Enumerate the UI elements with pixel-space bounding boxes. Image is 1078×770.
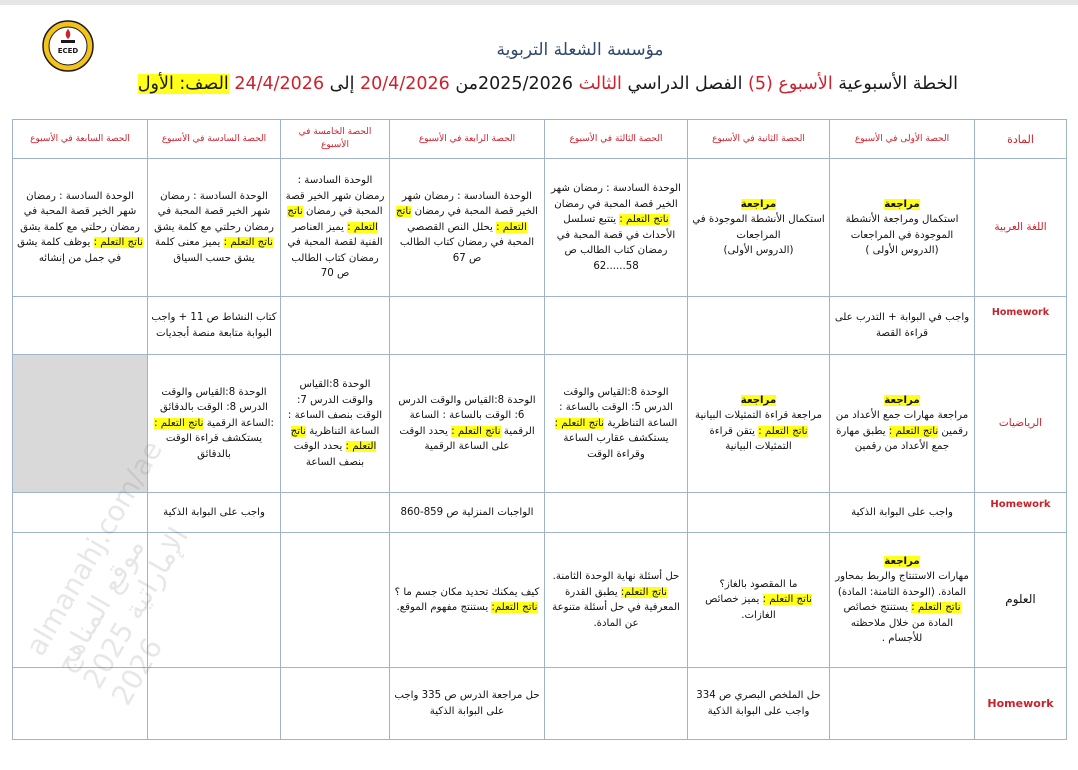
cell-text: استكمال الأنشطة الموجودة في المراجعات — [692, 214, 825, 241]
outcome-label: ناتج التعلم: — [620, 586, 668, 598]
cell-text: مراجعة مهارات جمع الأعداد من رقمين — [835, 410, 969, 437]
col-p4: الحصة الرابعة في الأسبوع — [390, 120, 545, 159]
cell-text: يميز العناصر الفنية لقصة المحبة في رمضان كتاب الطالب ص 70 — [287, 221, 383, 280]
arabic-hw-p6: كتاب النشاط ص 11 + واجب البوابة متابعة منصة أبجديات — [148, 297, 281, 355]
arabic-hw-p1: واجب في البوابة + التدرب على قراءة القصة — [830, 297, 975, 355]
arabic-hw-p3 — [545, 297, 688, 355]
cell-text: يستنتج خصائص المادة من خلال ملاحظته للأجسام . — [843, 602, 954, 644]
outcome-label: ناتج التعلم : — [290, 425, 377, 452]
col-p2: الحصة الثانية في الأسبوع — [688, 120, 830, 159]
cell-text: يتتبع تسلسل الأحداث في قصة المحبة في رمضان كتاب الطالب ص 58......62 — [556, 214, 676, 272]
cell-text: يحدد الوقت بنصف الساعة — [293, 441, 365, 468]
arabic-p6 — [148, 159, 281, 297]
outcome-label: ناتج التعلم : — [93, 237, 143, 249]
math-p2 — [688, 355, 830, 493]
review-tag: مراجعة — [884, 555, 920, 567]
outcome-label: ناتج التعلم : — [911, 602, 961, 613]
institution-name: مؤسسة الشعلة التربوية — [496, 40, 664, 60]
science-hw-p4: حل مراجعة الدرس ص 335 واجب على البوابة الذكية — [390, 668, 545, 740]
date-to-prefix: إلى — [329, 74, 355, 94]
school-logo — [42, 20, 94, 72]
subject-arabic: اللغة العربية — [975, 159, 1067, 297]
homework-label: Homework — [975, 493, 1067, 533]
top-strip — [0, 0, 1078, 5]
arabic-homework-row — [13, 297, 1067, 355]
science-hw-p2: حل الملخص البصري ص 334 واجب على البوابة الذكية — [688, 668, 830, 740]
math-homework-row — [13, 493, 1067, 533]
outcome-label: ناتج التعلم : — [554, 417, 604, 429]
science-p6 — [148, 533, 281, 668]
outcome-label: ناتج التعلم : — [154, 417, 204, 429]
science-p5 — [281, 533, 390, 668]
science-hw-p7 — [13, 668, 148, 740]
homework-label: Homework — [975, 297, 1067, 355]
math-p3 — [545, 355, 688, 493]
science-p7 — [13, 533, 148, 668]
arabic-p2 — [688, 159, 830, 297]
math-hw-p6: واجب على البوابة الذكية — [148, 493, 281, 533]
math-hw-p5 — [281, 493, 390, 533]
arabic-p7 — [13, 159, 148, 297]
outcome-label: ناتج التعلم: — [491, 602, 538, 613]
science-hw-p5 — [281, 668, 390, 740]
logo-text: ECED — [57, 47, 79, 55]
header-row — [13, 120, 1067, 159]
cell-text: يميز معنى كلمة يشق حسب السياق — [154, 237, 255, 264]
col-p6: الحصة السادسة في الأسبوع — [148, 120, 281, 159]
math-p5 — [281, 355, 390, 493]
date-to: 24/4/2026 — [234, 74, 325, 94]
col-p3: الحصة الثالثة في الأسبوع — [545, 120, 688, 159]
cell-text: يستكشف قراءة الوقت بالدقائق — [165, 433, 263, 460]
col-p1: الحصة الأولى في الأسبوع — [830, 120, 975, 159]
cell-text: الوحدة 8:القياس والوقت الدرس 8: الوقت بالدقائق :الساعة الرقمية — [159, 386, 274, 429]
arabic-p1 — [830, 159, 975, 297]
week-label: الأسبوع (5) — [748, 74, 833, 94]
science-homework-row — [13, 668, 1067, 740]
math-hw-p2 — [688, 493, 830, 533]
arabic-p5 — [281, 159, 390, 297]
cell-text: كيف يمكنك تحديد مكان جسم ما ؟ — [394, 586, 540, 598]
math-p6 — [148, 355, 281, 493]
cell-text: (الدروس الأولى) — [723, 245, 794, 256]
arabic-row — [13, 159, 1067, 297]
math-hw-p4: الواجبات المنزلية ص 859-860 — [390, 493, 545, 533]
cell-text: يستكشف عقارب الساعة وقراءة الوقت — [563, 433, 669, 460]
math-p7 — [13, 355, 148, 493]
cell-text: الوحدة السادسة : رمضان شهر الخير قصة المحبة في رمضان — [402, 190, 539, 218]
plan-heading — [120, 74, 958, 94]
cell-text: مراجعة قراءة التمثيلات البيانية — [694, 410, 823, 421]
science-row — [13, 533, 1067, 668]
cell-text: يميز خصائص الغازات. — [705, 594, 776, 621]
outcome-label: ناتج التعلم : — [762, 594, 812, 606]
weekly-plan-table — [12, 119, 1067, 740]
cell-text: استكمال ومراجعة الأنشطة الموجودة في المراجعات (الدروس الأولى ) — [845, 214, 959, 256]
term-prefix: الفصل الدراسي — [627, 74, 743, 94]
plan-prefix: الخطة الأسبوعية — [838, 74, 958, 94]
outcome-label: ناتج التعلم : — [619, 214, 669, 225]
cell-text: حل أسئلة نهاية الوحدة الثامنة. — [552, 571, 680, 582]
subject-science: العلوم — [975, 533, 1067, 668]
review-tag: مراجعة — [884, 198, 920, 210]
outcome-label: ناتج التعلم : — [451, 425, 501, 437]
col-subject: المادة — [975, 120, 1067, 159]
homework-label: Homework — [975, 668, 1067, 740]
science-p4 — [390, 533, 545, 668]
math-p4 — [390, 355, 545, 493]
cell-text: يتقن قراءة التمثيلات البيانية — [709, 425, 792, 452]
outcome-label: ناتج التعلم : — [223, 237, 273, 249]
arabic-hw-p2 — [688, 297, 830, 355]
outcome-label: ناتج التعلم : — [395, 206, 527, 233]
review-tag: مراجعة — [740, 198, 777, 210]
cell-text: الوحدة السادسة : رمضان شهر الخير قصة المحبة في رمضان — [285, 175, 385, 218]
outcome-label: ناتج التعلم : — [287, 206, 378, 233]
year: 2025/2026من — [455, 74, 573, 94]
arabic-p4 — [390, 159, 545, 297]
review-tag: مراجعة — [884, 394, 920, 406]
watermark: almanahj.com/ae موقع المناهج الإماراتية 2025 2026 — [19, 434, 195, 711]
cell-text: الوحدة السادسة : رمضان شهر الخير قصة المحبة في رمضان رحلتي مع كلمة يشق — [20, 190, 140, 233]
cell-text: الوحدة 8:القياس والوقت الدرس 5: الوقت بالساعة : الساعة التناظرية — [559, 386, 678, 429]
cell-text: يوظف كلمة يشق في جمل من إنشائه — [17, 237, 122, 264]
cell-text: يطبق مهارة جمع الأعداد من رقمين — [836, 425, 950, 452]
outcome-label: ناتج التعلم : — [888, 425, 939, 437]
science-hw-p6 — [148, 668, 281, 740]
science-hw-p3 — [545, 668, 688, 740]
math-hw-p7 — [13, 493, 148, 533]
grade-label: الصف: الأول — [137, 74, 229, 94]
arabic-hw-p5 — [281, 297, 390, 355]
math-hw-p3 — [545, 493, 688, 533]
col-p7: الحصة السابعة في الأسبوع — [13, 120, 148, 159]
date-from: 20/4/2026 — [360, 74, 450, 94]
science-p2 — [688, 533, 830, 668]
cell-text: ما المقصود بالغاز؟ — [719, 578, 798, 590]
arabic-hw-p7 — [13, 297, 148, 355]
cell-text: الوحدة 8:القياس والوقت الدرس 7: الوقت بنصف الساعة : الساعة التناظرية — [287, 379, 383, 437]
cell-text: يحلل النص القصصي المحبة في رمضان كتاب الطالب ص 67 — [399, 221, 535, 264]
arabic-hw-p4 — [390, 297, 545, 355]
cell-text: الوحدة 8:القياس والوقت الدرس 6: الوقت بالساعة : الساعة الرقمية — [398, 394, 536, 437]
term-value: الثالث — [578, 74, 622, 94]
col-p5: الحصة الخامسة في الأسبوع — [281, 120, 390, 159]
cell-text: الوحدة السادسة : رمضان شهر الخير قصة المحبة في رمضان — [551, 183, 681, 210]
subject-math: الرياضيات — [975, 355, 1067, 493]
arabic-p3 — [545, 159, 688, 297]
cell-text: يحدد الوقت على الساعة الرقمية — [399, 425, 510, 452]
cell-text: الوحدة السادسة : رمضان شهر الخير قصة المحبة في رمضان رحلتي مع كلمة يشق — [154, 190, 274, 233]
math-p1 — [830, 355, 975, 493]
science-p1 — [830, 533, 975, 668]
outcome-label: ناتج التعلم : — [758, 425, 808, 437]
science-p3 — [545, 533, 688, 668]
math-hw-p1: واجب على البوابة الذكية — [830, 493, 975, 533]
science-hw-p1 — [830, 668, 975, 740]
cell-text: مهارات الاستنتاج والربط بمحاور المادة. (الوحدة الثامنة: المادة) — [835, 571, 969, 598]
cell-text: يطبق القدرة المعرفية في حل أسئلة متنوعة عن المادة. — [552, 586, 680, 629]
math-row — [13, 355, 1067, 493]
review-tag: مراجعة — [740, 394, 777, 406]
cell-text: يستنتج مفهوم الموقع. — [396, 602, 489, 613]
